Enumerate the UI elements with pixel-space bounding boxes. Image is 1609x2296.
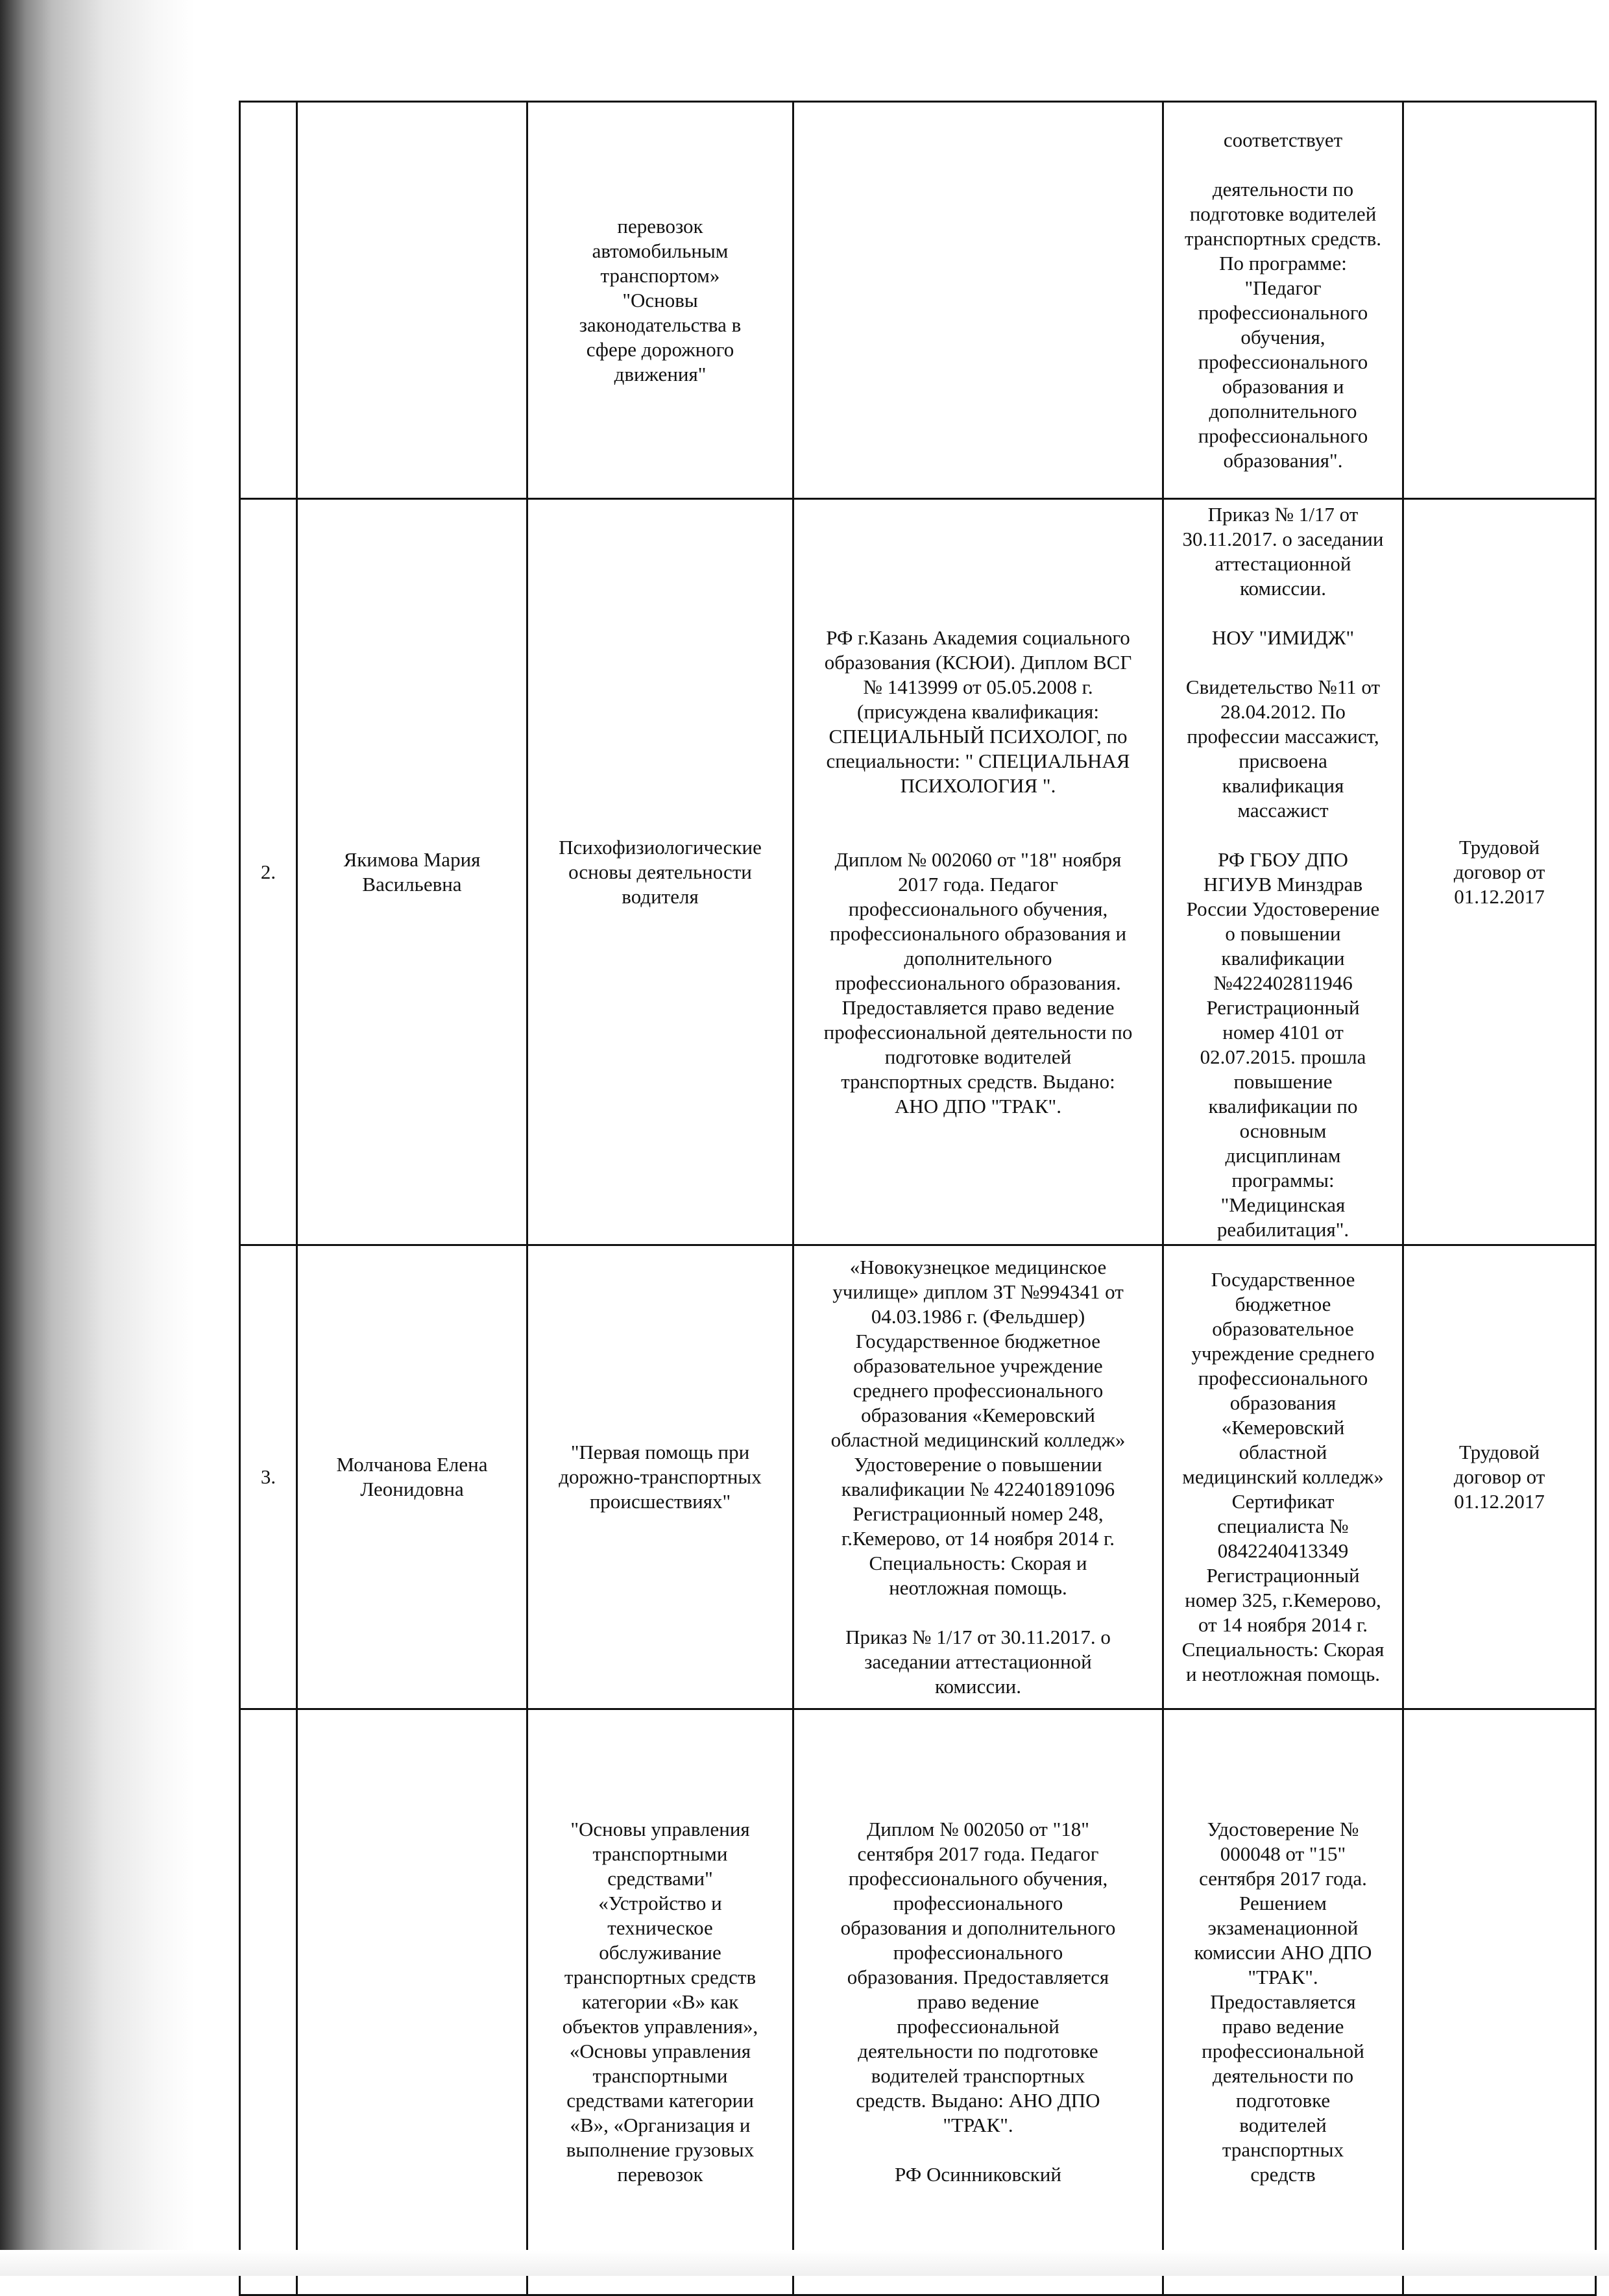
subject-cell: перевозок автомобильным транспортом» "Основы законодательства в сфере дорожного движения": [527, 102, 793, 499]
basis-cell: Трудовой договор от 01.12.2017: [1403, 499, 1596, 1245]
row-number: 3.: [240, 1245, 297, 1709]
table-row: [240, 1245, 1596, 1709]
basis-cell: Трудовой договор от 01.12.2017: [1403, 1245, 1596, 1709]
teacher-name: Якимова Мария Васильевна: [297, 499, 527, 1245]
page-bottom-shade: [0, 2250, 1609, 2276]
subject-cell: Психофизиологические основы деятельности водителя: [527, 499, 793, 1245]
qualification-cell: Удостоверение № 000048 от "15" сентября 2017 года. Решением экзаменационной комиссии АНО ДПО "ТРАК". Предоставляется право ведение профессиональной деятельности по подготовке водителей транспортных средств: [1163, 1709, 1403, 2295]
teacher-name: [297, 1709, 527, 2295]
qualification-cell: Государственное бюджетное образовательное учреждение среднего профессионального образования «Кемеровский областной медицинский колледж» Сертификат специалиста № 0842240413349 Регистрационный номер 325, г.Кемерово, от 14 ноября 2014 г. Специальность: Скорая и неотложная помощь.: [1163, 1245, 1403, 1709]
table-row: [240, 499, 1596, 1245]
subject-cell: "Основы управления транспортными средствами" «Устройство и техническое обслуживание транспортных средств категории «В» как объектов управления», «Основы управления транспортными средствами категории «В», «Организация и выполнение грузовых перевозок: [527, 1709, 793, 2295]
row-number: [240, 1709, 297, 2295]
education-cell: [793, 102, 1163, 499]
education-cell: Диплом № 002050 от "18" сентября 2017 года. Педагог профессионального обучения, профессионального образования и дополнительного профессионального образования. Предоставляется право ведение профессиональной деятельности по подготовке водителей транспортных средств. Выдано: АНО ДПО "ТРАК". РФ Осинниковский: [793, 1709, 1163, 2295]
education-cell: РФ г.Казань Академия социального образования (КСЮИ). Диплом ВСГ № 1413999 от 05.05.2008 г. (присуждена квалификация: СПЕЦИАЛЬНЫЙ ПСИХОЛОГ, по специальности: " СПЕЦИАЛЬНАЯ ПСИХОЛОГИЯ ". Диплом № 002060 от "18" ноября 2017 года. Педагог профессионального обучения, профессионального образования и дополнительного профессионального образования. Предоставляется право ведение профессиональной деятельности по подготовке водителей транспортных средств. Выдано: АНО ДПО "ТРАК".: [793, 499, 1163, 1245]
table-row: [240, 1709, 1596, 2295]
table-row: [240, 102, 1596, 499]
staff-table: [239, 101, 1597, 2296]
scan-edge-shadow: [0, 0, 195, 2276]
teacher-name: Молчанова Елена Леонидовна: [297, 1245, 527, 1709]
teacher-name: [297, 102, 527, 499]
row-number: [240, 102, 297, 499]
basis-cell: [1403, 102, 1596, 499]
row-number: 2.: [240, 499, 297, 1245]
education-cell: «Новокузнецкое медицинское училище» диплом ЗТ №994341 от 04.03.1986 г. (Фельдшер) Государственное бюджетное образовательное учреждение среднего профессионального образования «Кемеровский областной медицинский колледж» Удостоверение о повышении квалификации № 422401891096 Регистрационный номер 248, г.Кемерово, от 14 ноября 2014 г. Специальность: Скорая и неотложная помощь. Приказ № 1/17 от 30.11.2017. о заседании аттестационной комиссии.: [793, 1245, 1163, 1709]
qualification-cell: соответствует деятельности по подготовке водителей транспортных средств. По программе: "Педагог профессионального обучения, профессионального образования и дополнительного профессионального образования".: [1163, 102, 1403, 499]
basis-cell: [1403, 1709, 1596, 2295]
subject-cell: "Первая помощь при дорожно-транспортных происшествиях": [527, 1245, 793, 1709]
qualification-cell: Приказ № 1/17 от 30.11.2017. о заседании аттестационной комиссии. НОУ "ИМИДЖ" Свидетельство №11 от 28.04.2012. По профессии массажист, присвоена квалификация массажист РФ ГБОУ ДПО НГИУВ Минздрав России Удостоверение о повышении квалификации №422402811946 Регистрационный номер 4101 от 02.07.2015. прошла повышение квалификации по основным дисциплинам программы: "Медицинская реабилитация".: [1163, 499, 1403, 1245]
